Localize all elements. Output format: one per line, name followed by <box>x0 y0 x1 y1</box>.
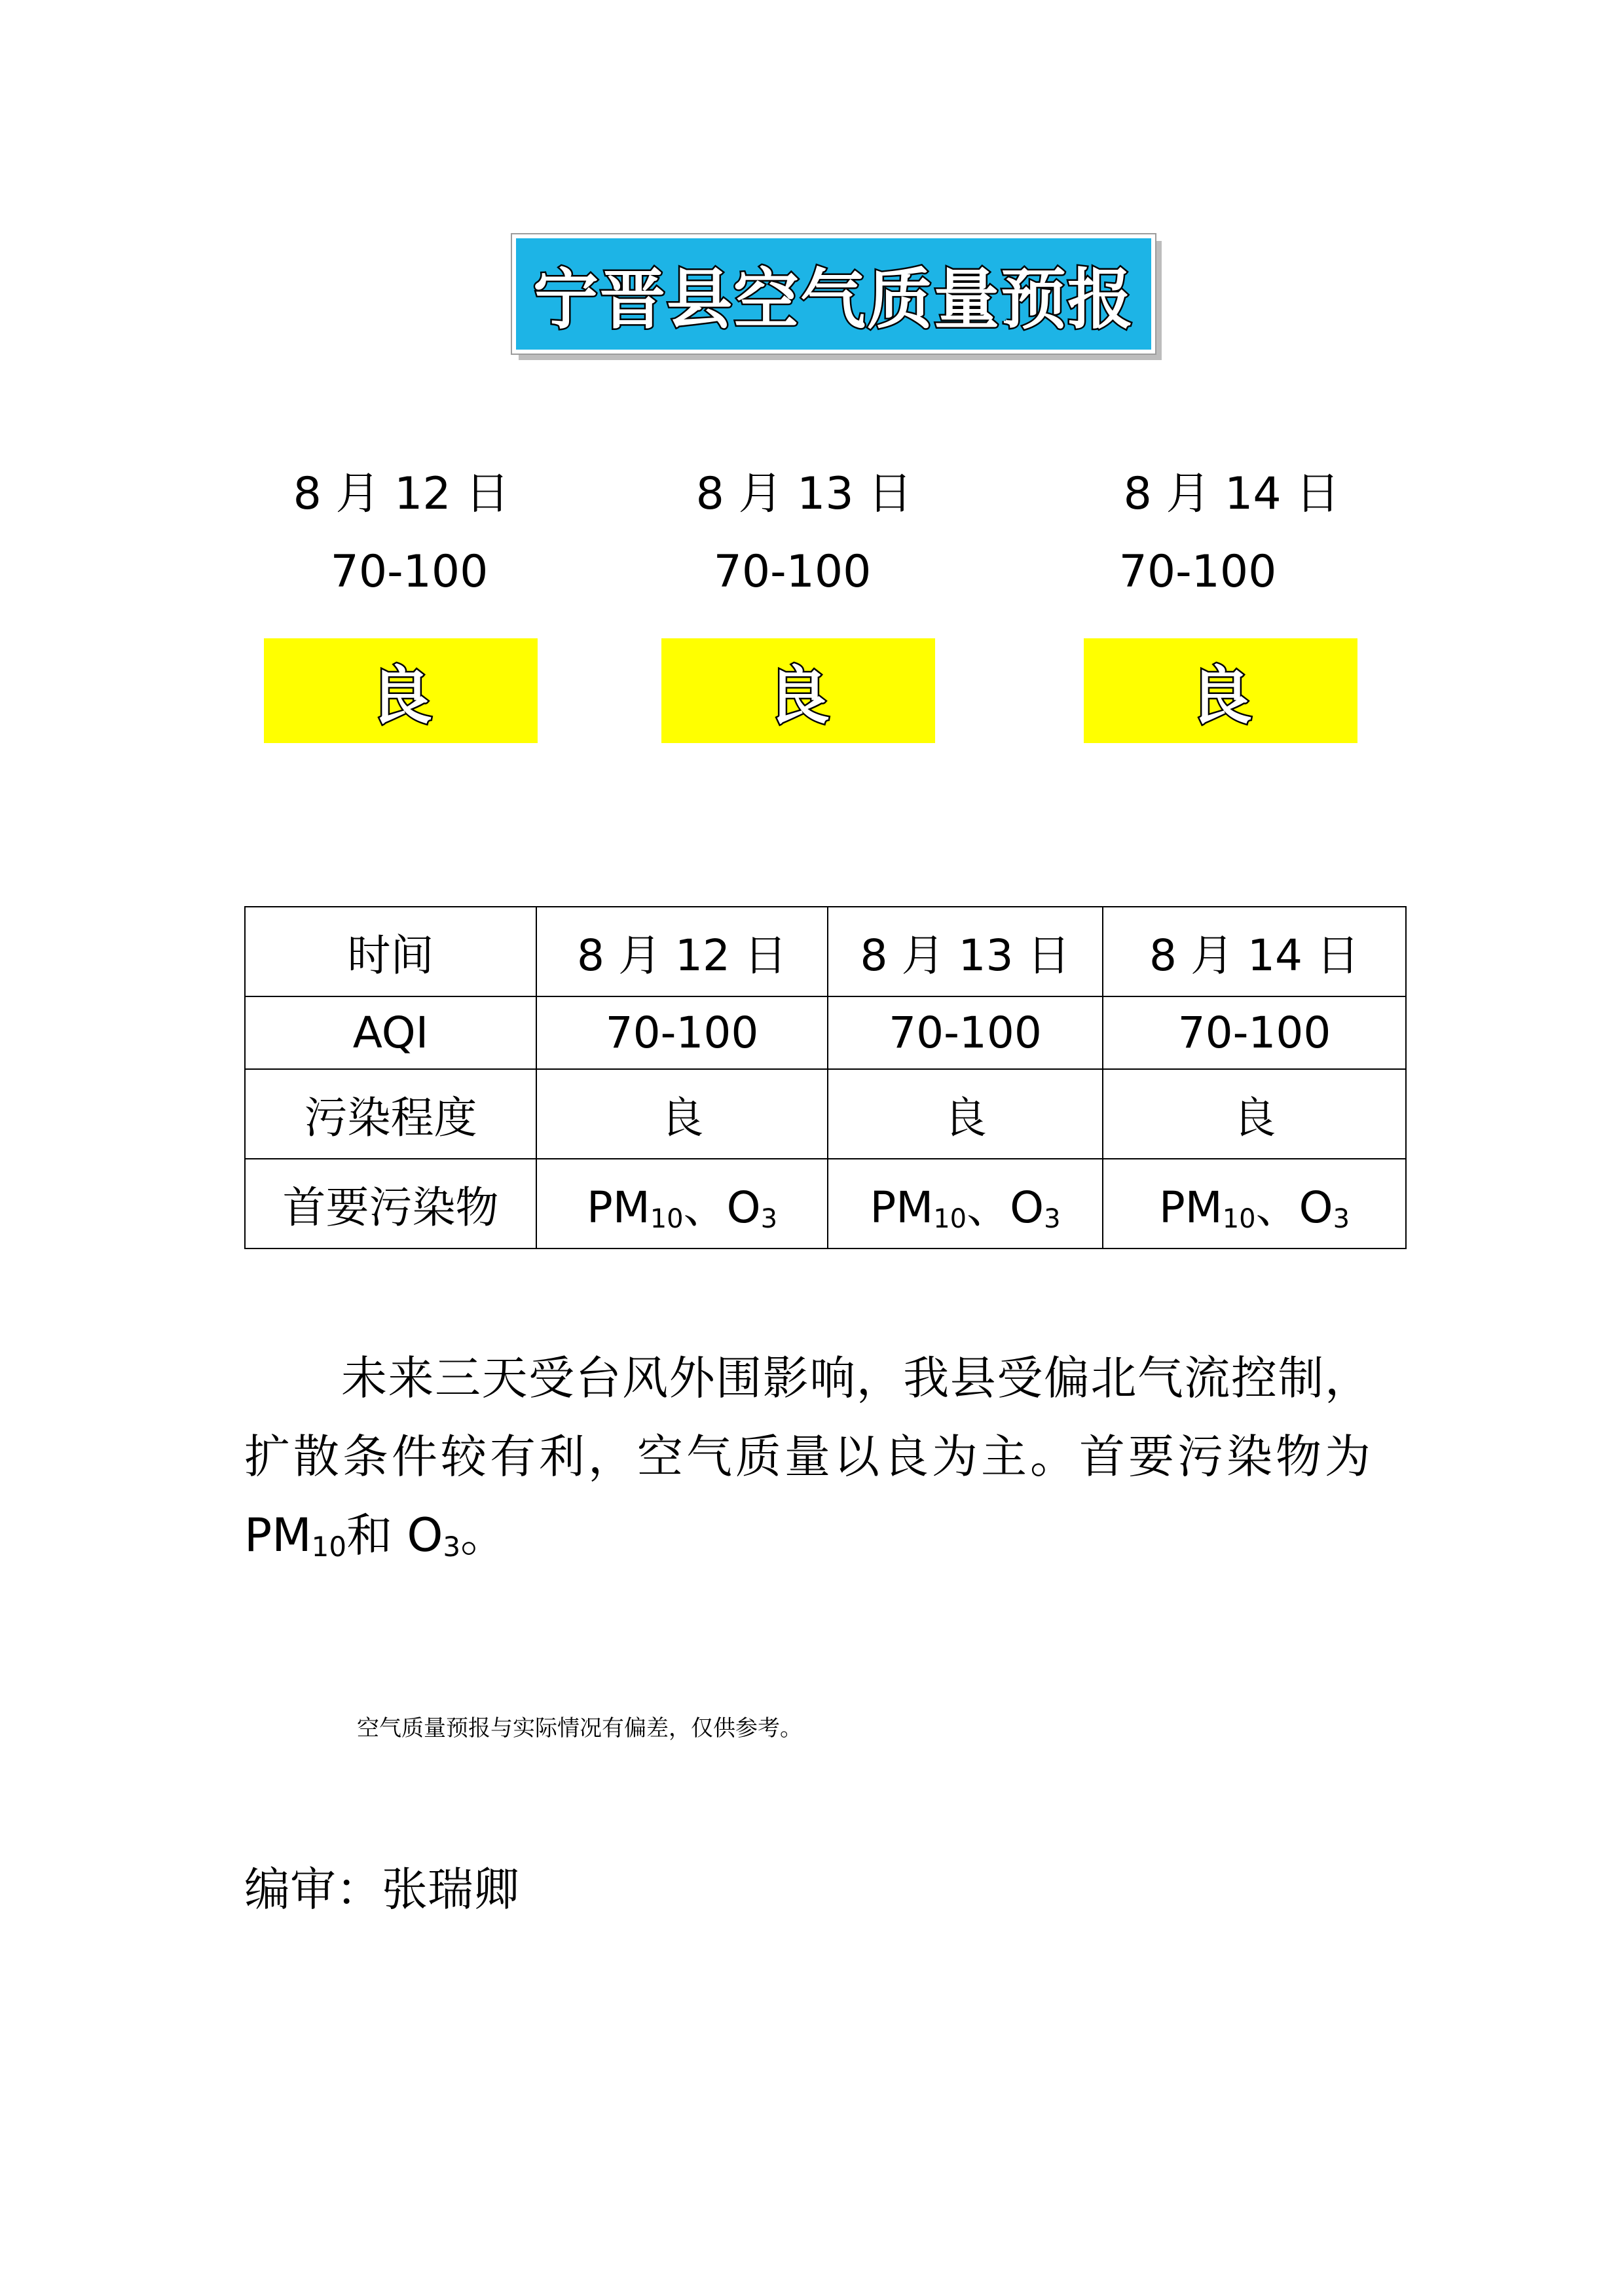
forecast-level-3: 良 <box>1189 659 1252 733</box>
forecast-date-3: 8 月 14 日 <box>1123 468 1340 520</box>
row-label: 污染程度 <box>245 1069 536 1159</box>
table-cell: $PM_{10}$、$O_3$ <box>828 1159 1103 1248</box>
forecast-level-box-1 <box>264 638 538 743</box>
forecast-date-1: 8 月 12 日 <box>293 468 510 520</box>
aqi-table <box>244 906 1407 1249</box>
forecast-level-2: 良 <box>767 659 830 733</box>
table-cell: $PM_{10}$、$O_3$ <box>536 1159 828 1248</box>
forecast-level-box-2 <box>661 638 935 743</box>
summary-paragraph: 未来三天受台风外围影响，我县受偏北气流控制，扩散条件较有利，空气质量以良为主。首要污染物为$PM_{10}$和 $O_3$。 <box>244 1351 1371 1563</box>
title-banner <box>512 234 1155 354</box>
table-cell: 70-100 <box>536 996 828 1069</box>
row-label: 首要污染物 <box>245 1159 536 1248</box>
forecast-level-box-3 <box>1084 638 1357 743</box>
row-label: AQI <box>245 996 536 1069</box>
summary-text: 未来三天受台风外围影响，我县受偏北气流控制，扩散条件较有利，空气质量以良为主。首要污染物为 <box>244 1351 1371 1484</box>
table-cell: 70-100 <box>1103 996 1406 1069</box>
forecast-level-1: 良 <box>369 659 432 733</box>
table-header-row <box>245 907 1406 996</box>
forecast-aqi-1: 70-100 <box>330 546 489 598</box>
forecast-aqi-3: 70-100 <box>1118 546 1277 598</box>
editor-signature: 编审：张瑞卿 <box>244 1863 519 1916</box>
table-row-primary-pollutant <box>245 1159 1406 1248</box>
table-header-cell: 8 月 13 日 <box>828 907 1103 996</box>
table-cell: 良 <box>828 1069 1103 1159</box>
table-cell: $PM_{10}$、$O_3$ <box>1103 1159 1406 1248</box>
table-row-aqi <box>245 996 1406 1069</box>
table-cell: 70-100 <box>828 996 1103 1069</box>
table-cell: 良 <box>1103 1069 1406 1159</box>
disclaimer: 空气质量预报与实际情况有偏差，仅供参考。 <box>357 1715 802 1741</box>
table-header-cell: 8 月 14 日 <box>1103 907 1406 996</box>
table-header-cell: 8 月 12 日 <box>536 907 828 996</box>
table-cell: 良 <box>536 1069 828 1159</box>
forecast-date-2: 8 月 13 日 <box>695 468 913 520</box>
page-title: 宁晋县空气质量预报 <box>533 261 1134 338</box>
forecast-aqi-2: 70-100 <box>713 546 872 598</box>
table-row-pollution-level <box>245 1069 1406 1159</box>
table-header-cell: 时间 <box>245 907 536 996</box>
